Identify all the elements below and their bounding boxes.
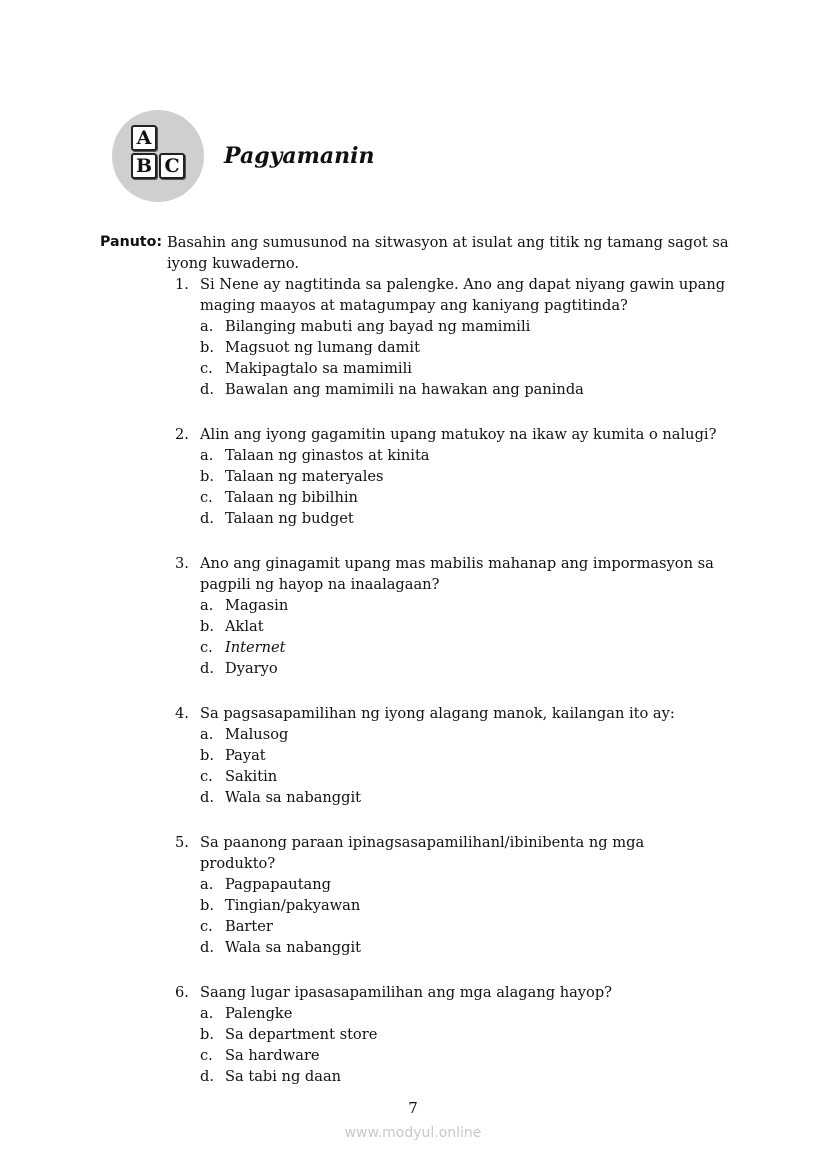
question-number: 2. xyxy=(175,426,189,443)
choice-text: Talaan ng ginastos at kinita xyxy=(225,447,430,464)
choice-a xyxy=(200,445,740,466)
choice-letter: b. xyxy=(200,747,214,764)
instructions-label: Panuto: xyxy=(100,234,162,250)
choice-b xyxy=(200,745,740,766)
choice-letter: d. xyxy=(200,510,214,527)
choice-a xyxy=(200,316,740,337)
question-4 xyxy=(175,703,740,808)
instructions-text: Basahin ang sumusunod na sitwasyon at isulat ang titik ng tamang sagot sa iyong kuwaderno. xyxy=(167,234,729,272)
choice-letter: b. xyxy=(200,897,214,914)
question-text: Saang lugar ipasasapamilihan ang mga alagang hayop? xyxy=(200,984,613,1001)
choice-text: Sakitin xyxy=(225,768,278,785)
choice-d xyxy=(200,1066,740,1087)
choice-d xyxy=(200,658,740,679)
choice-letter: b. xyxy=(200,1026,214,1043)
choice-text: Talaan ng bibilhin xyxy=(225,489,358,506)
choice-text: Internet xyxy=(225,639,286,656)
choice-letter: d. xyxy=(200,381,214,398)
choice-d xyxy=(200,508,740,529)
question-text: Ano ang ginagamit upang mas mabilis mahanap ang impormasyon sa pagpili ng hayop na inaalagaan? xyxy=(200,555,714,593)
question-number: 6. xyxy=(175,984,189,1001)
choice-d xyxy=(200,937,740,958)
choice-letter: c. xyxy=(200,1047,213,1064)
choice-letter: c. xyxy=(200,489,213,506)
choice-letter: a. xyxy=(200,726,214,743)
question-5 xyxy=(175,832,740,958)
choice-text: Payat xyxy=(225,747,266,764)
choice-text: Makipagtalo sa mamimili xyxy=(225,360,412,377)
question-text: Si Nene ay nagtitinda sa palengke. Ano ang dapat niyang gawin upang maging maayos at matagumpay ang kaniyang pagtitinda? xyxy=(200,276,726,314)
choice-letter: a. xyxy=(200,447,214,464)
page-number: 7 xyxy=(408,1099,418,1117)
choice-b xyxy=(200,466,740,487)
block-a: A xyxy=(131,125,157,151)
choice-text: Sa hardware xyxy=(225,1047,320,1064)
choice-letter: c. xyxy=(200,768,213,785)
choice-b xyxy=(200,1024,740,1045)
choice-a xyxy=(200,1003,740,1024)
choice-letter: d. xyxy=(200,1068,214,1085)
choice-text: Talaan ng materyales xyxy=(225,468,384,485)
question-text: Sa pagsasapamilihan ng iyong alagang manok, kailangan ito ay: xyxy=(200,705,675,722)
choice-b xyxy=(200,616,740,637)
choice-text: Magasin xyxy=(225,597,289,614)
choice-letter: b. xyxy=(200,339,214,356)
watermark: www.modyul.online xyxy=(344,1125,482,1141)
choice-letter: c. xyxy=(200,918,213,935)
question-number: 5. xyxy=(175,834,189,851)
choice-text: Palengke xyxy=(225,1005,293,1022)
question-number: 4. xyxy=(175,705,189,722)
choice-text: Malusog xyxy=(225,726,289,743)
choice-text: Wala sa nabanggit xyxy=(225,939,362,956)
question-text: Alin ang iyong gagamitin upang matukoy na ikaw ay kumita o nalugi? xyxy=(200,426,717,443)
question-2 xyxy=(175,424,740,529)
choice-letter: a. xyxy=(200,597,214,614)
choice-letter: c. xyxy=(200,360,213,377)
choice-letter: d. xyxy=(200,789,214,806)
choice-text: Magsuot ng lumang damit xyxy=(225,339,420,356)
section-header xyxy=(112,110,375,202)
choice-a xyxy=(200,724,740,745)
abc-blocks-icon xyxy=(112,110,204,202)
choice-text: Talaan ng budget xyxy=(225,510,354,527)
choice-c xyxy=(200,637,740,658)
choice-text: Bilanging mabuti ang bayad ng mamimili xyxy=(225,318,531,335)
choice-text: Dyaryo xyxy=(225,660,278,677)
choice-text: Wala sa nabanggit xyxy=(225,789,362,806)
choice-c xyxy=(200,916,740,937)
choice-letter: a. xyxy=(200,1005,214,1022)
question-number: 1. xyxy=(175,276,189,293)
choice-c xyxy=(200,487,740,508)
choice-letter: d. xyxy=(200,939,214,956)
choice-letter: d. xyxy=(200,660,214,677)
choice-a xyxy=(200,595,740,616)
choice-letter: c. xyxy=(200,639,213,656)
choice-b xyxy=(200,895,740,916)
choice-c xyxy=(200,1045,740,1066)
choice-letter: b. xyxy=(200,468,214,485)
choice-text: Sa department store xyxy=(225,1026,378,1043)
question-number: 3. xyxy=(175,555,189,572)
choice-c xyxy=(200,358,740,379)
choice-d xyxy=(200,787,740,808)
choice-letter: a. xyxy=(200,318,214,335)
block-b: B xyxy=(131,153,157,179)
choice-text: Barter xyxy=(225,918,273,935)
choice-a xyxy=(200,874,740,895)
question-6 xyxy=(175,982,740,1087)
choice-d xyxy=(200,379,740,400)
question-text: Sa paanong paraan ipinagsasapamilihanl/ibinibenta ng mga produkto? xyxy=(200,834,645,872)
choice-c xyxy=(200,766,740,787)
choice-letter: b. xyxy=(200,618,214,635)
choice-text: Aklat xyxy=(225,618,264,635)
worksheet-content xyxy=(100,232,740,1111)
instructions xyxy=(100,232,740,274)
question-1 xyxy=(175,274,740,400)
choice-text: Sa tabi ng daan xyxy=(225,1068,342,1085)
choice-letter: a. xyxy=(200,876,214,893)
section-title: Pagyamanin xyxy=(224,143,375,169)
choice-text: Bawalan ang mamimili na hawakan ang paninda xyxy=(225,381,584,398)
question-list xyxy=(175,274,740,1087)
question-3 xyxy=(175,553,740,679)
block-c: C xyxy=(159,153,185,179)
choice-b xyxy=(200,337,740,358)
choice-text: Pagpapautang xyxy=(225,876,331,893)
choice-text: Tingian/pakyawan xyxy=(225,897,361,914)
